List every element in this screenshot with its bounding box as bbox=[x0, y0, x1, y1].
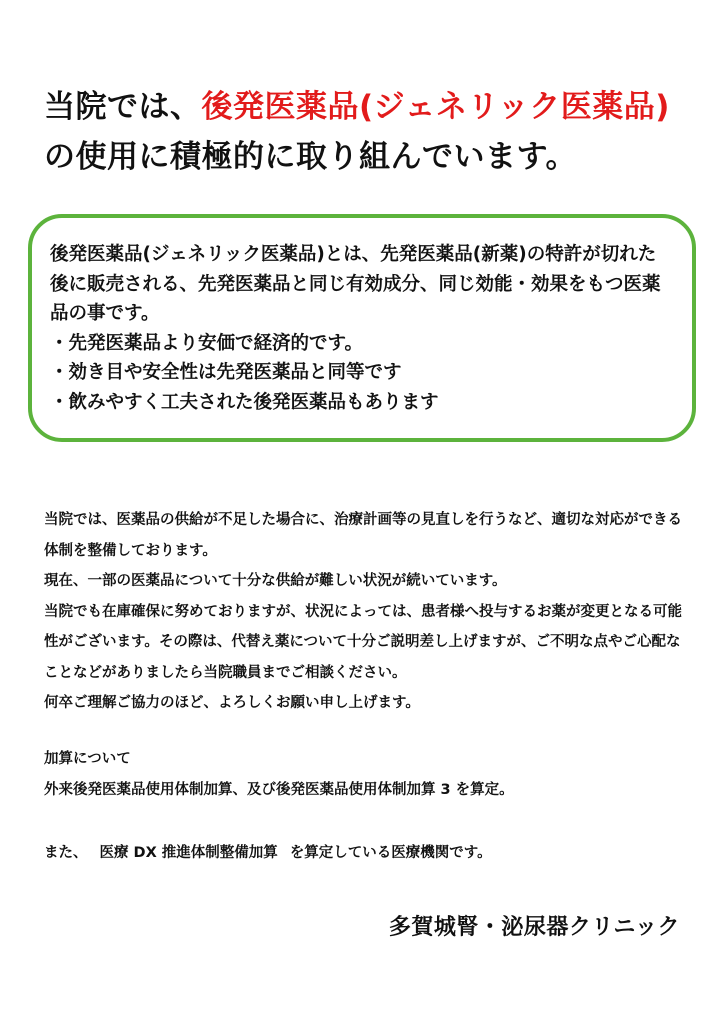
generic-drug-description: 後発医薬品(ジェネリック医薬品)とは、先発医薬品(新薬)の特許が切れた後に販売される、先発医薬品と同じ有効成分、同じ効能・効果をもつ医薬品の事です。 bbox=[50, 244, 661, 324]
headline-prefix: 当院では、 bbox=[44, 89, 202, 125]
dx-item: 医療 DX 推進体制整備加算 bbox=[99, 845, 278, 861]
dx-suffix: を算定している医療機関です。 bbox=[289, 845, 492, 861]
notice-paragraph: 現在、一部の医薬品について十分な供給が難しい状況が続いています。 bbox=[44, 573, 507, 589]
dx-statement bbox=[44, 838, 692, 868]
benefit-list bbox=[50, 329, 674, 418]
clinic-name: 多賀城腎・泌尿器クリニック bbox=[388, 915, 680, 940]
dx-prefix: また、 bbox=[44, 845, 88, 861]
benefit-item: ・先発医薬品より安価で経済的です。 bbox=[50, 332, 364, 354]
benefit-item: ・効き目や安全性は先発医薬品と同等です bbox=[50, 362, 402, 383]
supply-notice bbox=[44, 505, 692, 719]
benefit-item: ・飲みやすく工夫された後発医薬品もあります bbox=[50, 391, 439, 413]
headline bbox=[44, 82, 694, 182]
headline-highlight: 後発医薬品(ジェネリック医薬品) bbox=[201, 89, 670, 125]
kasan-text: 外来後発医薬品使用体制加算、及び後発医薬品使用体制加算 3 を算定。 bbox=[44, 781, 514, 798]
kasan-heading: 加算について bbox=[44, 751, 131, 767]
notice-paragraph: 当院でも在庫確保に努めておりますが、状況によっては、患者様へ投与するお薬が変更となる可能性がございます。その際は、代替え薬について十分ご説明差し上げますが、ご不明な点やご心配なことなどがありましたら当院職員までご相談ください。 bbox=[44, 603, 682, 681]
headline-suffix: の使用に積極的に取り組んでいます。 bbox=[44, 139, 578, 175]
kasan-section bbox=[44, 744, 692, 805]
notice-paragraph: 何卒ご理解ご協力のほど、よろしくお願い申し上げます。 bbox=[44, 695, 420, 711]
notice-paragraph: 当院では、医薬品の供給が不足した場合に、治療計画等の見直しを行うなど、適切な対応ができる体制を整備しております。 bbox=[44, 512, 682, 559]
generic-drug-info-box bbox=[28, 214, 696, 442]
